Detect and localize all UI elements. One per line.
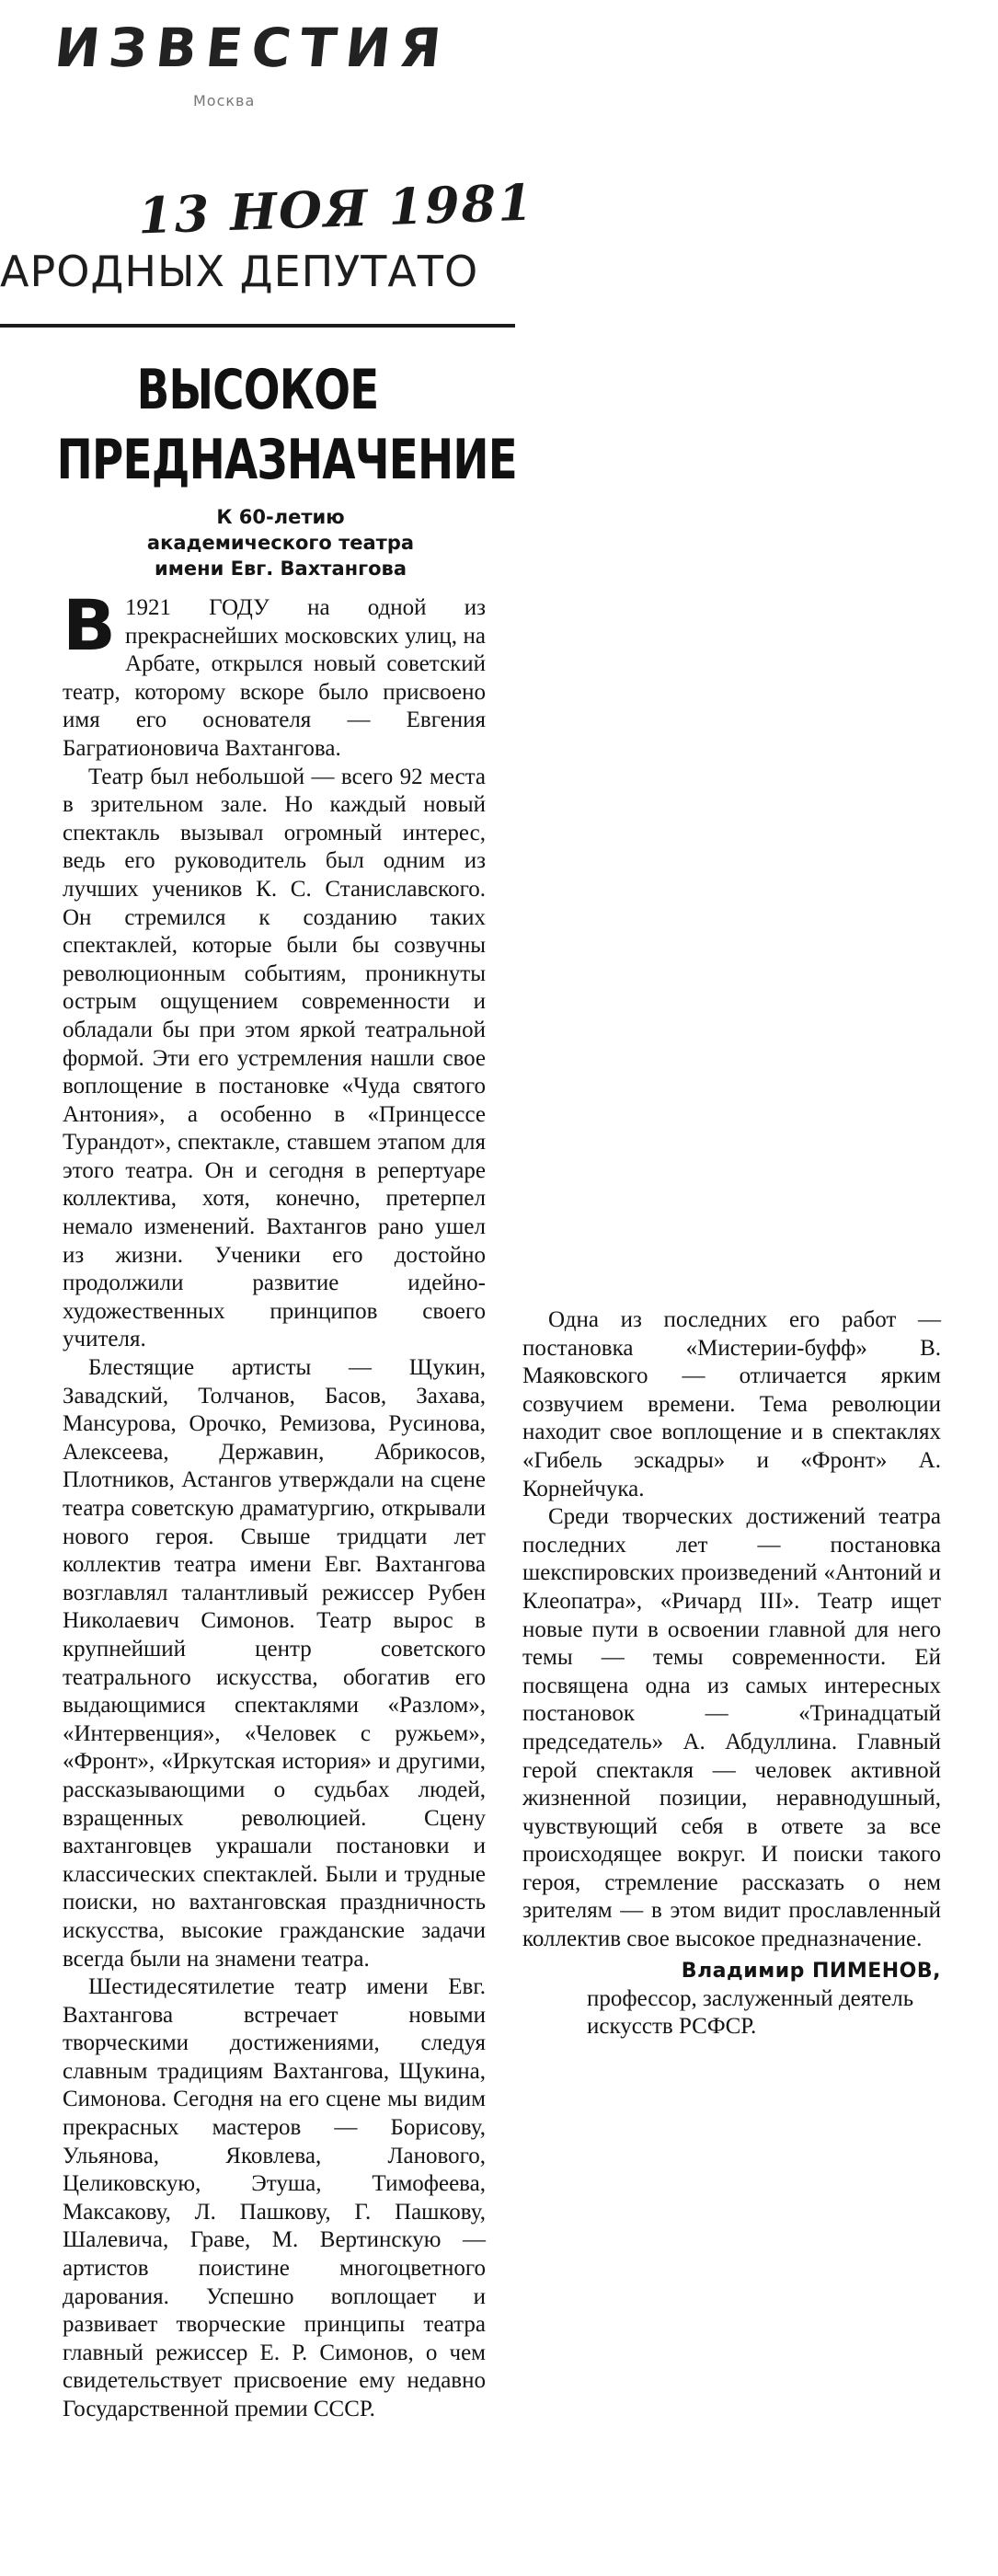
- banner-rule: [0, 324, 515, 328]
- author-name: Владимир ПИМЕНОВ,: [681, 1959, 941, 1983]
- paragraph-1: [63, 584, 486, 764]
- subhead-line-1: К 60-летию: [216, 506, 345, 528]
- headline-line-1: ВЫСОКОЕ: [136, 358, 379, 422]
- subhead-line-2: академического театра: [146, 532, 415, 554]
- author-title: профессор, заслуженный деятель искусств РСФСР.: [587, 1985, 914, 2039]
- drop-cap: В: [63, 584, 116, 666]
- article-signature: [522, 1958, 941, 2041]
- article-column-left: [63, 584, 486, 2424]
- article-subhead: [110, 504, 451, 581]
- paragraph-6: Среди творческих достижений театра последних лет — постановка шекспировских произведений «Антоний и Клеопатра», «Ричард III». Театр ищет новые пути в освоении главной для него темы — темы современности. Ей посвящена одна из самых интересных постановок — «Тринадцатый председатель» А. Абдуллина. Главный герой спектакля — человек активной жизненной позиции, неравнодушный, чувствующий себя в ответе за все происходящее вокруг. И поиски такого героя, стремление рассказать о нем зрителям — в этом видит прославленный коллектив свое высокое предназначение.: [522, 1504, 941, 1952]
- paragraph-1-text: 1921 ГОДУ на одной из прекраснейших московских улиц, на Арбате, открылся новый советский театр, которому вскоре было присвоено имя его основателя — Евгения Багратионовича Вахтангова.: [63, 595, 486, 761]
- date-stamp: 13 НОЯ 1981: [137, 172, 535, 246]
- paragraph-5: Одна из последних его работ — постановка «Мистерии-буфф» В. Маяковского — отличается ярким созвучием времени. Тема революции находит свое воплощение и в спектаклях «Гибель эскадры» и «Фронт» А. Корнейчука.: [522, 1307, 941, 1501]
- newspaper-masthead: ИЗВЕСТИЯ: [52, 17, 453, 79]
- subhead-line-3: имени Евг. Вахтангова: [155, 558, 407, 580]
- headline-line-2: ПРЕДНАЗНАЧЕНИЕ: [56, 428, 517, 492]
- banner-line: АРОДНЫХ ДЕПУТАТО: [0, 247, 479, 296]
- article-headline: [56, 355, 517, 495]
- paragraph-2: Театр был небольшой — всего 92 места в зрительном зале. Но каждый новый спектакль вызывал огромный интерес, ведь его руководитель был одним из лучших учеников К. С. Станиславского. Он стремился к созданию таких спектаклей, которые были бы созвучны революционным событиям, проникнуты острым ощущением современности и обладали бы при этом яркой театральной формой. Эти его устремления нашли свое воплощение в постановке «Чуда святого Антония», а особенно в «Принцессе Турандот», спектакле, ставшем этапом для этого театра. Он и сегодня в репертуаре коллектива, хотя, конечно, претерпел немало изменений. Вахтангов рано ушел из жизни. Ученики его достойно продолжили развитие идейно-художественных принципов своего учителя.: [63, 764, 486, 1352]
- paragraph-3: Блестящие артисты — Щукин, Завадский, Толчанов, Басов, Захава, Мансурова, Орочко, Ремизова, Русинова, Алексеева, Державин, Абрикосов, Плотников, Астангов утверждали на сцене театра советскую драматургию, открывали нового героя. Свыше тридцати лет коллектив театра имени Евг. Вахтангова возглавлял талантливый режиссер Рубен Николаевич Симонов. Театр вырос в крупнейший центр советского театрального искусства, обогатив его выдающимися спектаклями «Разлом», «Интервенция», «Человек с ружьем», «Фронт», «Иркутская история» и другими, рассказывающими о судьбах людей, взращенных революцией. Сцену вахтанговцев украшали постановки и классических спектаклей. Были и трудные поиски, но вахтанговская праздничность искусства, высокие гражданские задачи всегда были на знамени театра.: [63, 1355, 486, 1972]
- article-column-right: [522, 1306, 941, 2041]
- paragraph-4: Шестидесятилетие театр имени Евг. Вахтангова встречает новыми творческими достижениями, следуя славным традициям Вахтангова, Щукина, Симонова. Сегодня на его сцене мы видим прекрасных мастеров — Борисову, Ульянова, Яковлева, Ланового, Целиковскую, Этуша, Тимофеева, Максакову, Л. Пашкову, Г. Пашкову, Шалевича, Граве, М. Вертинскую — артистов поистине многоцветного дарования. Успешно воплощает и развивает творческие принципы театра главный режиссер Е. Р. Симонов, о чем свидетельствует присвоение ему недавно Государственной премии СССР.: [63, 1974, 486, 2421]
- masthead-subtitle: Москва: [193, 92, 256, 109]
